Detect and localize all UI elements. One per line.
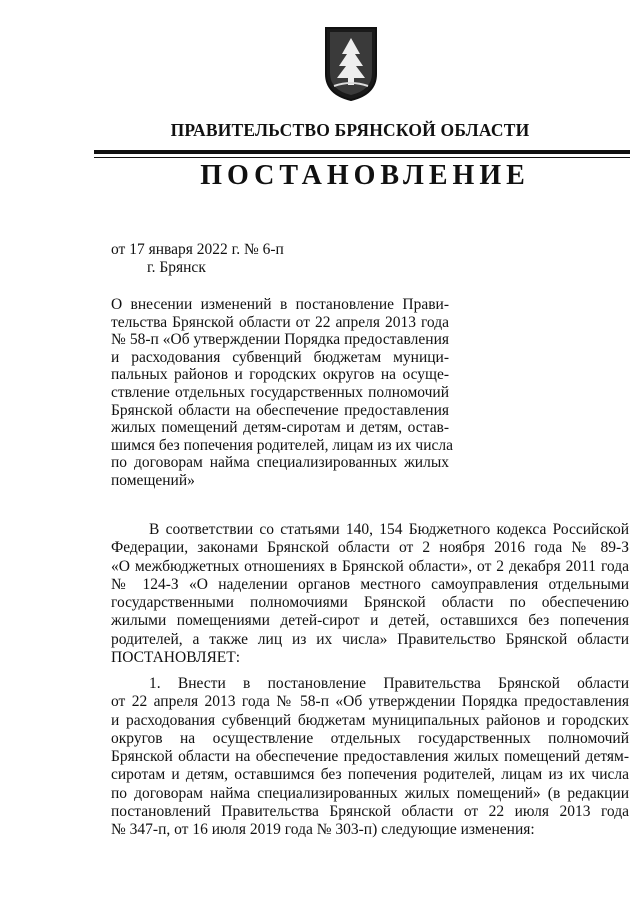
subject-line: Брянской области на обеспечение предоставления <box>111 401 449 419</box>
paragraph-line: 1. Внести в постановление Правительства Брянской области <box>149 675 629 692</box>
subject-line: О внесении изменений в постановление Прави- <box>111 296 449 313</box>
paragraph-line: № 347-п, от 16 июля 2019 года № 303-п) следующие изменения: <box>111 821 535 839</box>
header-rule-thick <box>94 150 630 154</box>
header-rule-thin <box>94 157 630 158</box>
paragraph-line: государственными полномочиями Брянской области по обеспечению <box>111 594 629 612</box>
paragraph-line: округов на осуществление отдельных государственных полномочий <box>111 729 629 747</box>
subject-line: и расходования субвенций бюджетам муници- <box>111 348 449 366</box>
preamble-paragraph <box>111 521 629 667</box>
subject-line: по договорам найма специализированных жилых <box>111 454 449 472</box>
document-type: ПОСТАНОВЛЕНИЕ <box>200 160 530 191</box>
paragraph-line: и расходования субвенций бюджетам муниципальных районов и городских <box>111 711 629 729</box>
paragraph-line: № 124-З «О наделении органов местного самоуправления отдельными <box>111 575 629 593</box>
subject-line: жилых помещений детям-сиротам и детям, остав- <box>111 419 449 437</box>
subject-line: шимся без попечения родителей, лицам из их числа <box>111 436 454 454</box>
paragraph-line: Федерации, законами Брянской области от 2 ноября 2016 года № 89-З <box>111 539 629 557</box>
paragraph-line: жилыми помещениями детей-сирот и детей, оставшихся без попечения <box>111 612 629 630</box>
paragraph-line: родителей, а также лиц из их числа» Правительство Брянской области <box>111 630 629 648</box>
paragraph-line: ПОСТАНОВЛЯЕТ: <box>111 649 241 667</box>
document-subject <box>111 296 454 490</box>
subject-line: ствление отдельных государственных полномочий <box>111 383 449 401</box>
paragraph-line: по договорам найма специализированных жилых помещений» (в редакции <box>111 784 629 802</box>
paragraph-line: В соответствии со статьями 140, 154 Бюджетного кодекса Российской <box>149 521 629 538</box>
document-city: г. Брянск <box>147 259 206 276</box>
subject-line: тельства Брянской области от 22 апреля 2013 года <box>111 313 449 331</box>
subject-line: помещений» <box>111 471 195 489</box>
paragraph-line: «О межбюджетных отношениях в Брянской области», от 2 декабря 2011 года <box>111 557 629 575</box>
bryansk-coat-of-arms-icon <box>322 24 380 102</box>
paragraph-line: сиротам и детям, оставшимся без попечения родителей, лицам из их числа <box>111 766 629 784</box>
government-title: ПРАВИТЕЛЬСТВО БРЯНСКОЙ ОБЛАСТИ <box>170 120 530 140</box>
clause-1-paragraph <box>111 675 629 840</box>
subject-line: пальных районов и городских округов на осуще- <box>111 366 449 384</box>
paragraph-line: постановлений Правительства Брянской области от 22 июля 2013 года <box>111 803 629 821</box>
paragraph-line: от 22 апреля 2013 года № 58-п «Об утверждении Порядка предоставления <box>111 693 629 711</box>
subject-line: № 58-п «Об утверждении Порядка предоставления <box>111 331 449 349</box>
paragraph-line: Брянской области на обеспечение предоставления жилых помещений детям- <box>111 748 629 766</box>
document-date-number: от 17 января 2022 г. № 6-п <box>111 241 284 258</box>
